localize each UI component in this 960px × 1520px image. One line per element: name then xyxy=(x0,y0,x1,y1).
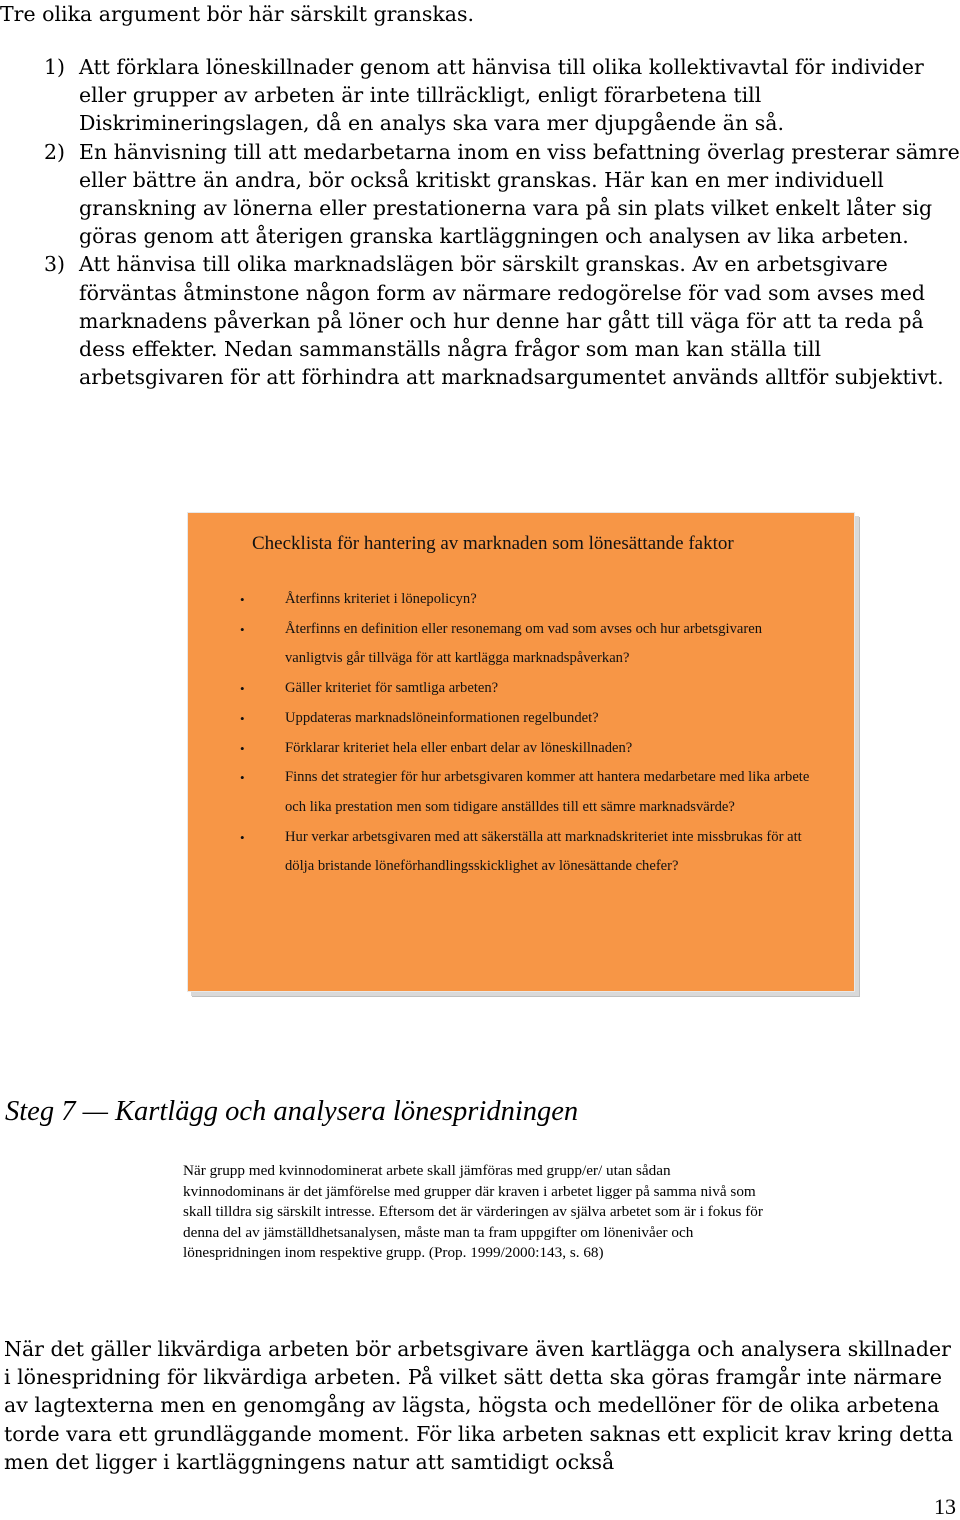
list-item xyxy=(44,138,960,251)
checklist-items xyxy=(240,585,820,882)
argument-list xyxy=(44,53,960,391)
list-item-text: Att förklara löneskillnader genom att hänvisa till olika kollektivavtal för individer eller grupper av arbeten är inte tillräckligt, enligt förarbetena till Diskrimineringslagen, då en analys ska vara mer djupgående än så. xyxy=(79,55,924,136)
bullet-icon: • xyxy=(240,829,245,845)
bullet-icon: • xyxy=(240,770,245,786)
checklist-item xyxy=(240,763,820,822)
checklist-box xyxy=(187,512,855,992)
list-item-number: 1) xyxy=(44,55,66,79)
checklist-item-text: Hur verkar arbetsgivaren med att säkerställa att marknadskriteriet inte missbrukas för att dölja bristande löneförhandlingsskicklighet av lönesättande chefer? xyxy=(285,828,802,875)
checklist-item-text: Gäller kriteriet för samtliga arbeten? xyxy=(285,680,499,697)
bullet-icon: • xyxy=(240,621,245,637)
bullet-icon: • xyxy=(240,592,245,607)
checklist-item xyxy=(240,823,820,882)
checklist-item xyxy=(240,704,820,734)
list-item-number: 3) xyxy=(44,252,66,277)
checklist-item-text: Uppdateras marknadslöneinformationen regelbundet? xyxy=(285,709,599,726)
list-item xyxy=(44,250,960,391)
checklist-item xyxy=(240,734,820,764)
block-quote: När grupp med kvinnodominerat arbete skall jämföras med grupp/er/ utan sådan kvinnodominans är det jämförelse med grupper där kraven i arbetet ligger på samma nivå som skall tilldra sig särskilt intresse. Eftersom det är värderingen av själva arbetet som är i fokus för denna del av jämställdhetsanalysen, måste man ta fram uppgifter om lönenivåer och lönespridningen inom respektive grupp. (Prop. 1999/2000:143, s. 68) xyxy=(183,1162,763,1262)
list-item-number: 2) xyxy=(44,139,66,164)
list-item-text: Att hänvisa till olika marknadslägen bör särskilt granskas. Av en arbetsgivare förväntas åtminstone någon form av närmare redogörelse för vad som avses med marknadens påverkan på löner och hur denne har gått till väga för att ta reda på dess effekter. Nedan sammanställs några frågor som man kan ställa till arbetsgivaren för att förhindra att marknadsargumentet används alltför subjektivt. xyxy=(79,252,944,390)
section-heading: Steg 7 — Kartlägg och analysera lönespridningen xyxy=(5,1096,579,1127)
page-number: 13 xyxy=(934,1494,956,1519)
bullet-icon: • xyxy=(240,710,245,726)
checklist-item xyxy=(240,585,820,615)
bullet-icon: • xyxy=(240,740,245,756)
checklist-item-text: Finns det strategier för hur arbetsgivaren kommer att hantera medarbetare med lika arbete och lika prestation men som tidigare anställdes till ett sämre marknadsvärde? xyxy=(285,769,810,815)
closing-paragraph: När det gäller likvärdiga arbeten bör arbetsgivare även kartlägga och analysera skillnader i lönespridning för likvärdiga arbeten. På vilket sätt detta ska göras framgår inte närmare av lagtexterna men en genomgång av lägsta, högsta och medellöner för de olika arbetena torde vara ett grundläggande moment. För lika arbeten saknas ett explicit krav kring detta men det ligger i kartläggningens natur att samtidigt också xyxy=(4,1337,954,1474)
checklist-item xyxy=(240,615,820,674)
intro-paragraph: Tre olika argument bör här särskilt granskas. xyxy=(0,2,475,26)
checklist-item-text: Återfinns en definition eller resonemang om vad som avses och hur arbetsgivaren vanligtvis går tillväga för att kartlägga marknadspåverkan? xyxy=(285,620,762,667)
checklist-item-text: Återfinns kriteriet i lönepolicyn? xyxy=(285,591,477,607)
list-item-text: En hänvisning till att medarbetarna inom en viss befattning överlag presterar sämre eller bättre än andra, bör också kritiskt granskas. Här kan en mer individuell granskning av lönerna eller prestationerna vara på sin plats vilket enkelt låter sig göras genom att återigen granska kartläggningen och analysen av lika arbeten. xyxy=(79,139,960,249)
bullet-icon: • xyxy=(240,681,245,697)
list-item xyxy=(44,53,960,138)
checklist-item-text: Förklarar kriteriet hela eller enbart delar av löneskillnaden? xyxy=(285,739,633,756)
checklist-title: Checklista för hantering av marknaden som lönesättande faktor xyxy=(252,533,734,554)
checklist-item xyxy=(240,674,820,704)
